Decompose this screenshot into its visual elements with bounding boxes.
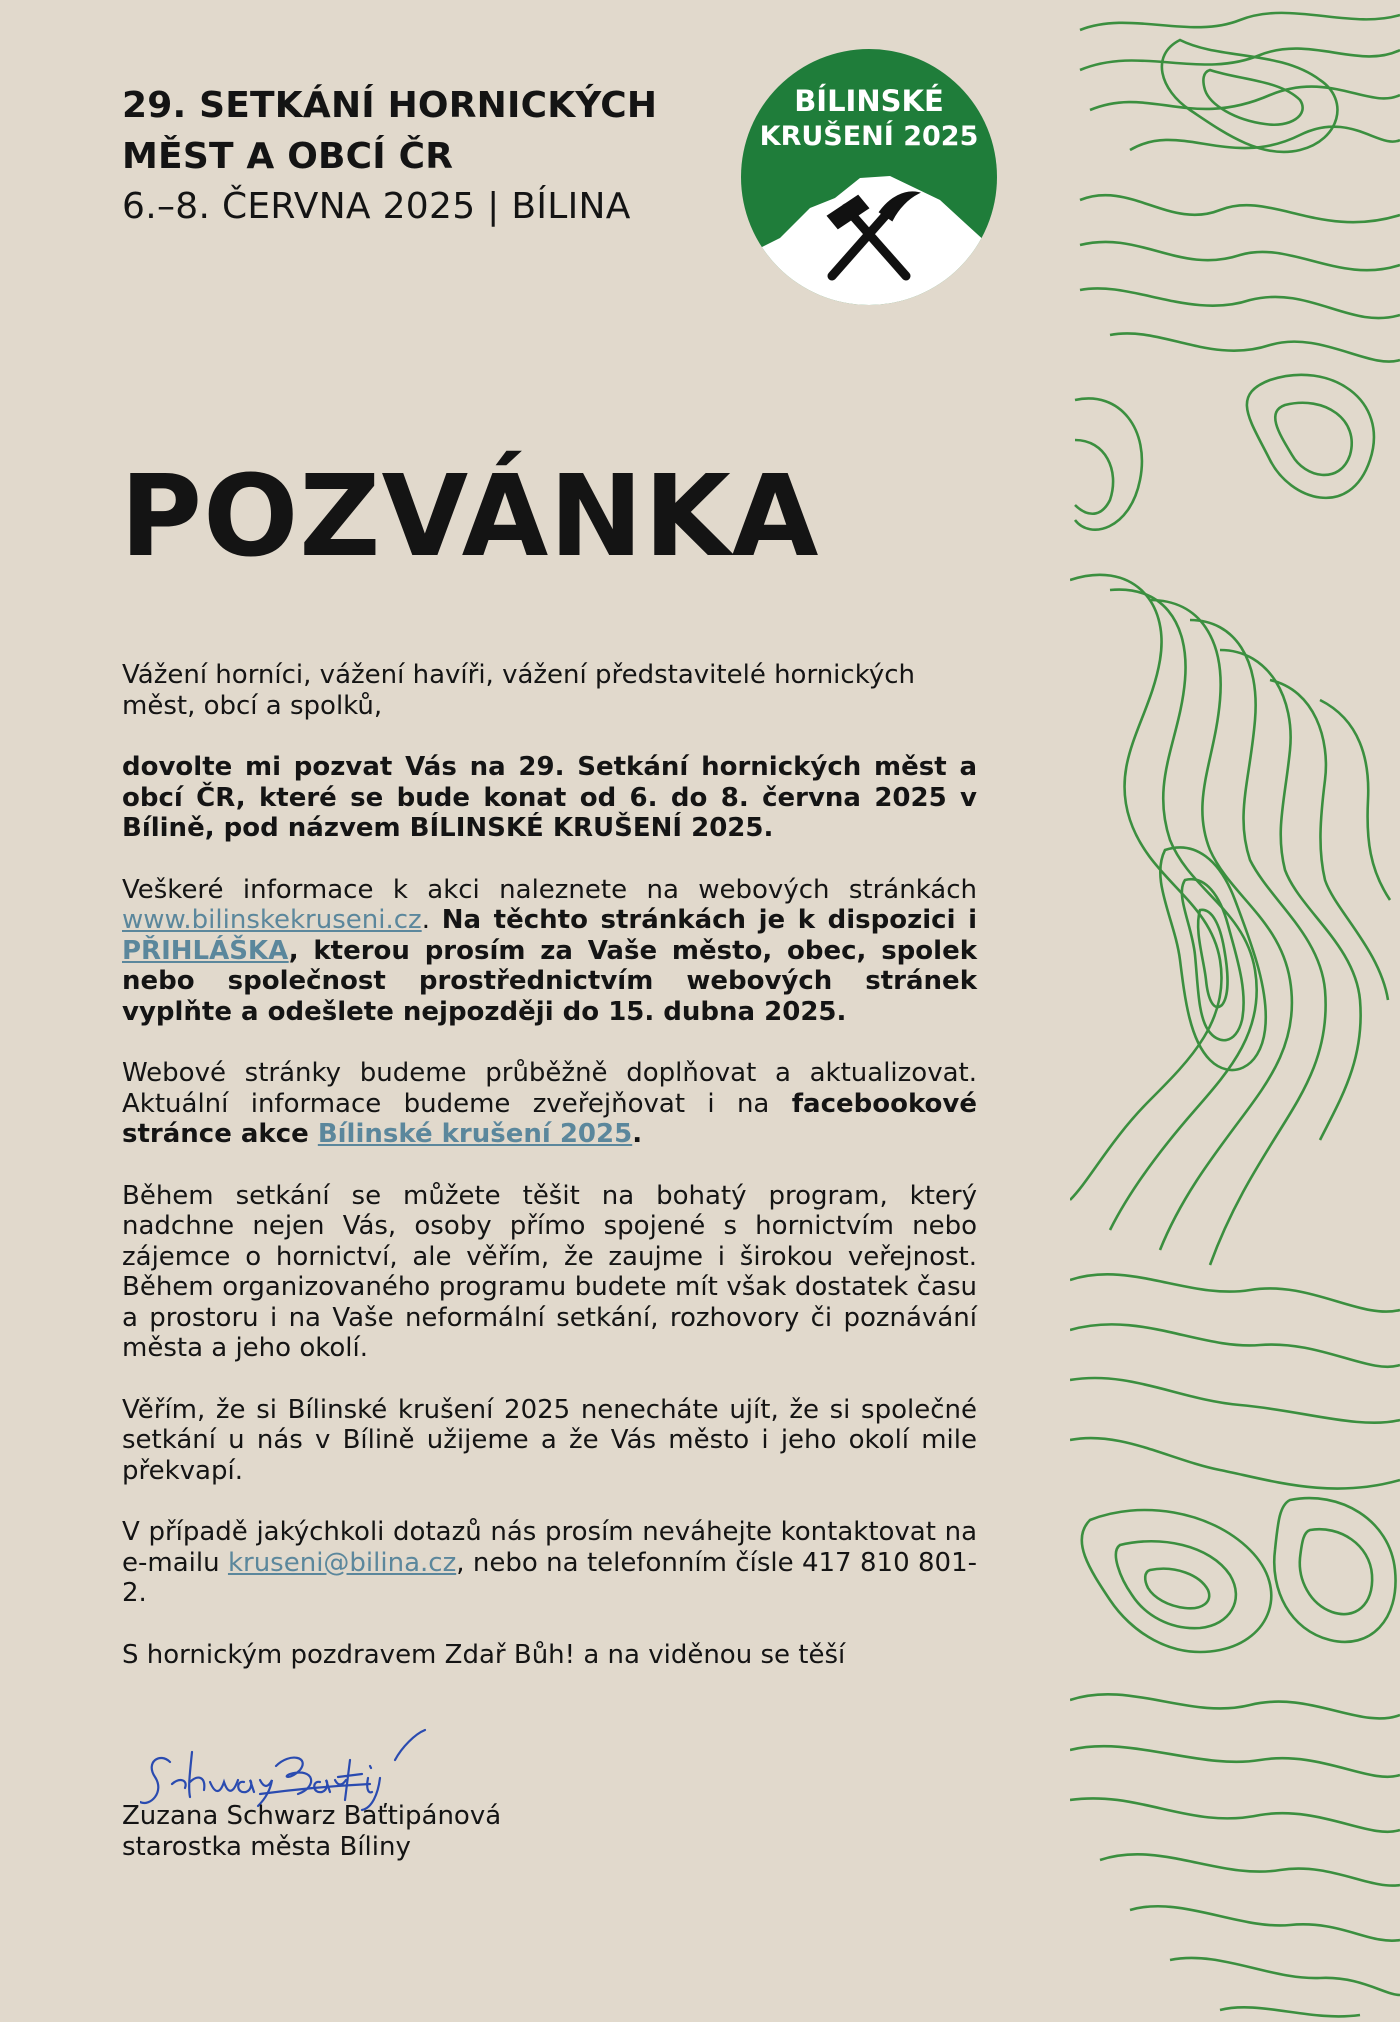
page-title: POZVÁNKA	[120, 452, 820, 582]
bilinske-kruseni-logo	[740, 48, 998, 306]
event-header	[122, 80, 722, 232]
signer-role: starostka města Bíliny	[122, 1832, 411, 1862]
info-text-2: .	[421, 905, 442, 935]
registration-link[interactable]: PŘIHLÁŠKA	[122, 935, 289, 966]
updates-paragraph	[122, 1058, 977, 1150]
logo-text-line-1: BÍLINSKÉ	[794, 84, 944, 118]
handwritten-signature	[140, 1722, 480, 1812]
signer-name: Zuzana Schwarz Baťtipánová	[122, 1801, 502, 1831]
info-bold-1: Na těchto stránkách je k dispozici i	[441, 905, 978, 935]
facebook-link[interactable]: Bílinské krušení 2025	[317, 1119, 633, 1149]
topo-contours-lower	[1070, 1274, 1400, 2016]
email-link[interactable]: kruseni@bilina.cz	[227, 1547, 457, 1578]
letter-body	[122, 660, 977, 1701]
farewell-paragraph: S hornickým pozdravem Zdař Bůh! a na viděnou se těší	[122, 1639, 846, 1670]
updates-bold-2: .	[632, 1119, 643, 1149]
signer-block	[122, 1801, 501, 1863]
invitation-paragraph: dovolte mi pozvat Vás na 29. Setkání hornických měst a obcí ČR, které se bude konat od 6. do 8. června 2025 v Bílině, pod názvem BÍLINSKÉ KRUŠENÍ 2025.	[122, 752, 977, 843]
info-text-1: Veškeré informace k akci naleznete na webových stránkách	[122, 874, 977, 905]
contact-text-2: , nebo na telefonním čísle 417 810 801-2.	[122, 1547, 978, 1608]
event-title-line-2: MĚST A OBCÍ ČR	[122, 136, 454, 177]
website-link[interactable]: www.bilinskekruseni.cz	[122, 905, 422, 935]
contact-paragraph	[122, 1517, 977, 1609]
event-title-line-1: 29. SETKÁNÍ HORNICKÝCH	[122, 85, 658, 126]
greeting-paragraph: Vážení horníci, vážení havíři, vážení představitelé hornických měst, obcí a spolků,	[122, 660, 915, 721]
topo-contours-top	[1080, 13, 1400, 362]
topo-contours-middle	[1070, 375, 1390, 1265]
logo-text-line-2: KRUŠENÍ 2025	[759, 121, 979, 152]
topographic-pattern-decoration	[1070, 0, 1400, 2022]
program-paragraph: Během setkání se můžete těšit na bohatý program, který nadchne nejen Vás, osoby přímo spojené s hornictvím nebo zájemce o hornictví, ale věřím, že zaujme i širokou veřejnost. Během organizovaného programu budete mít však dostatek času a prostoru i na Vaše neformální setkání, rozhovory či poznávání města a jeho okolí.	[122, 1180, 977, 1363]
updates-bold-1: facebookové stránce akce	[122, 1088, 977, 1149]
event-dates-location: 6.–8. ČERVNA 2025 | BÍLINA	[122, 186, 631, 227]
info-paragraph	[122, 875, 977, 1028]
closing-paragraph: Věřím, že si Bílinské krušení 2025 nenecháte ujít, že si společné setkání u nás v Bílině užijeme a že Vás město i jeho okolí mile překvapí.	[122, 1394, 977, 1486]
contact-text-1: V případě jakýchkoli dotazů nás prosím neváhejte kontaktovat na e-mailu	[122, 1517, 977, 1578]
updates-text-1: Webové stránky budeme průběžně doplňovat a aktualizovat. Aktuální informace budeme zveřejňovat i na	[122, 1058, 977, 1119]
info-bold-2: , kterou prosím za Vaše město, obec, spolek nebo společnost prostřednictvím webových stránek vyplňte a odešlete nejpozději do 15. dubna 2025.	[122, 935, 977, 1027]
